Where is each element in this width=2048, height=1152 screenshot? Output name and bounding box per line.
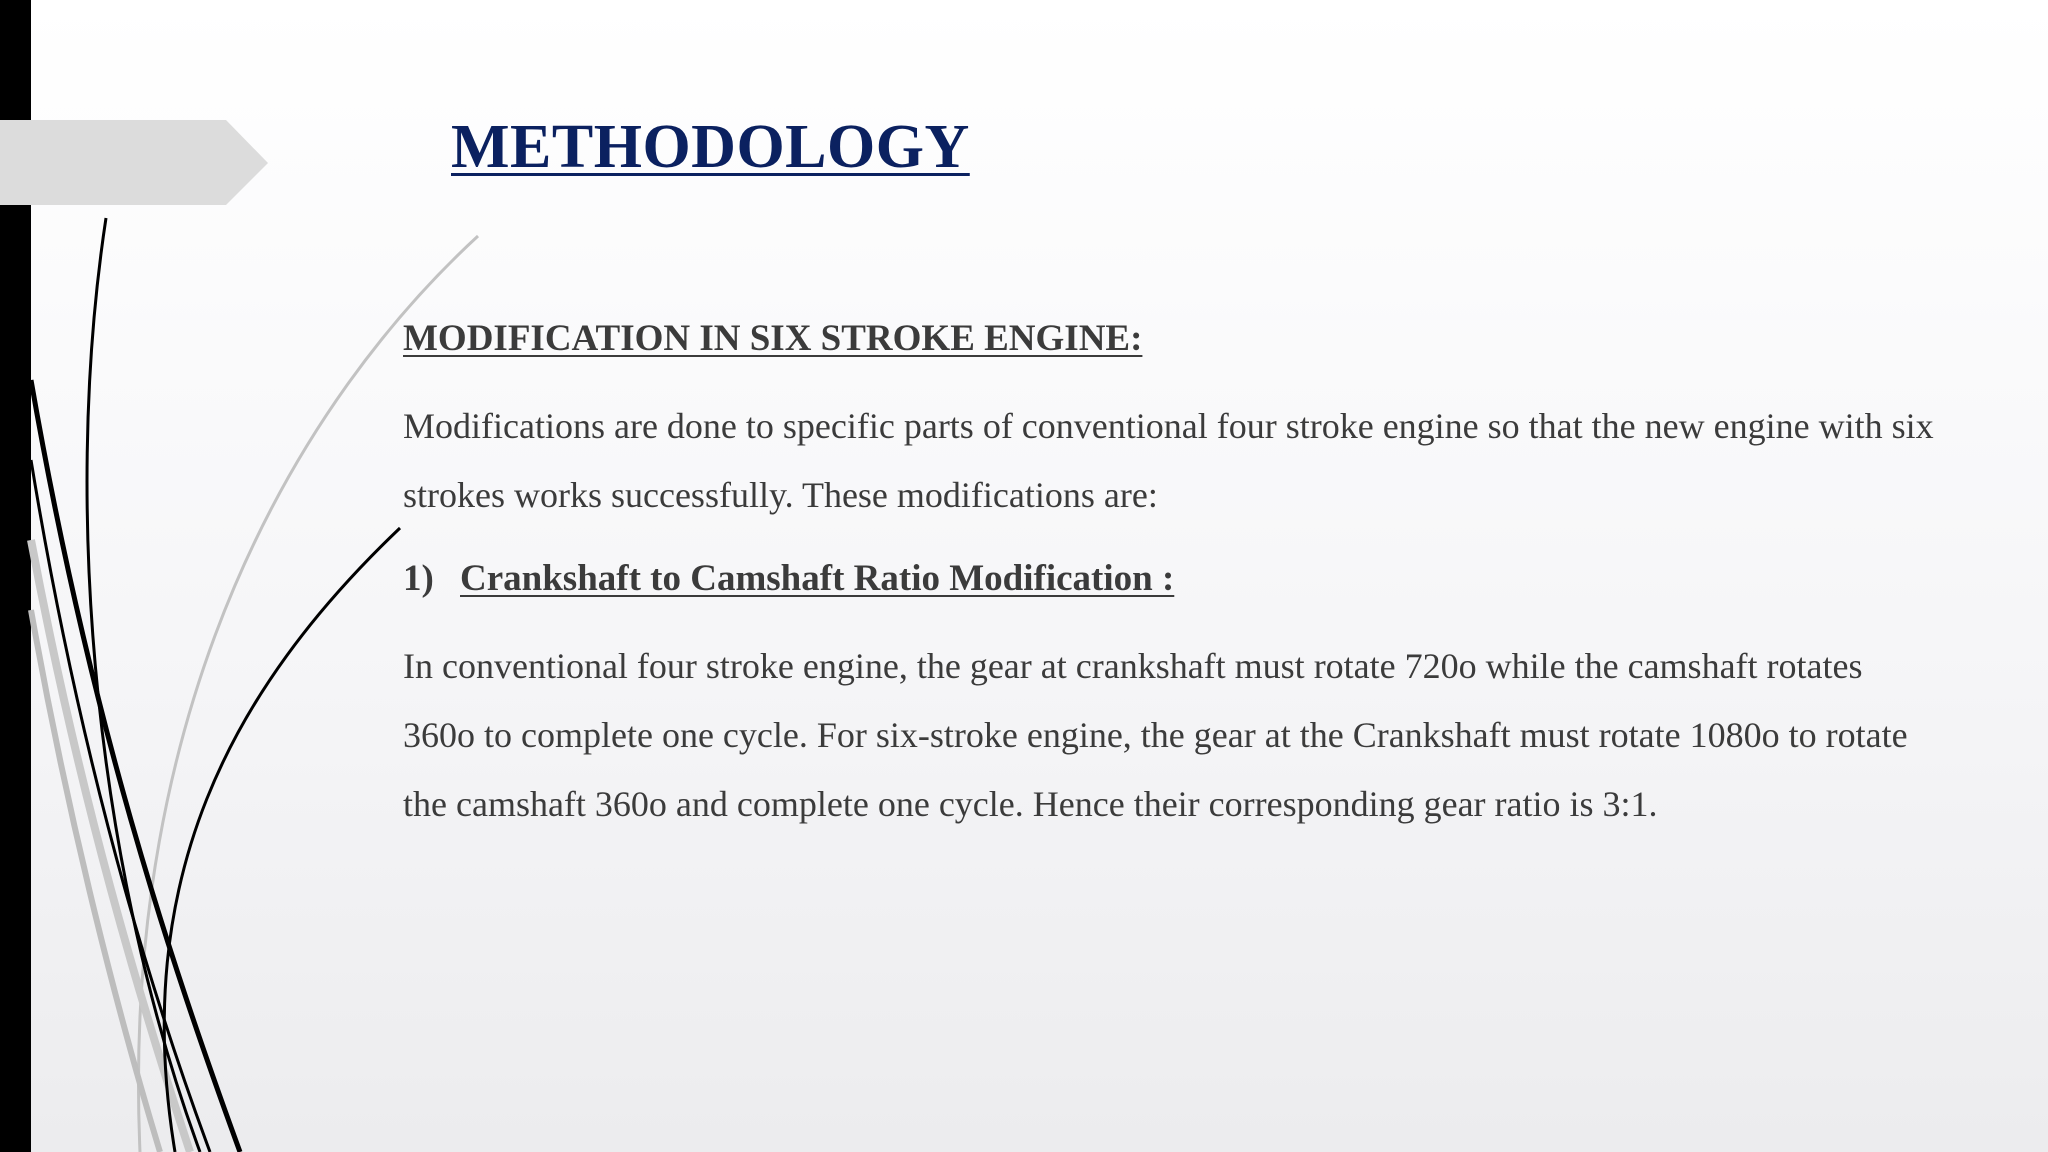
list-item-number: 1): [403, 558, 434, 599]
list-item-paragraph: In conventional four stroke engine, the gear at crankshaft must rotate 720o while the camshaft rotates 360o to complete one cycle. For six-stroke engine, the gear at the Crankshaft must rotate 1080o to rotate the camshaft 360o and complete one cycle. Hence their corresponding gear ratio is 3:1.: [403, 646, 1908, 824]
decor-curve-black-4: [31, 460, 210, 1152]
slide-title: METHODOLOGY: [451, 113, 970, 181]
section-heading: MODIFICATION IN SIX STROKE ENGINE:: [403, 318, 1143, 359]
intro-paragraph: Modifications are done to specific parts of conventional four stroke engine so that the new engine with six strokes works successfully. These modifications are:: [403, 406, 1934, 515]
list-item-heading: [403, 550, 1943, 608]
slide-content: [403, 310, 1943, 839]
title-ribbon: [0, 120, 268, 205]
decor-curve-black-2: [164, 528, 400, 1152]
list-item-title: Crankshaft to Camshaft Ratio Modification :: [460, 558, 1175, 599]
